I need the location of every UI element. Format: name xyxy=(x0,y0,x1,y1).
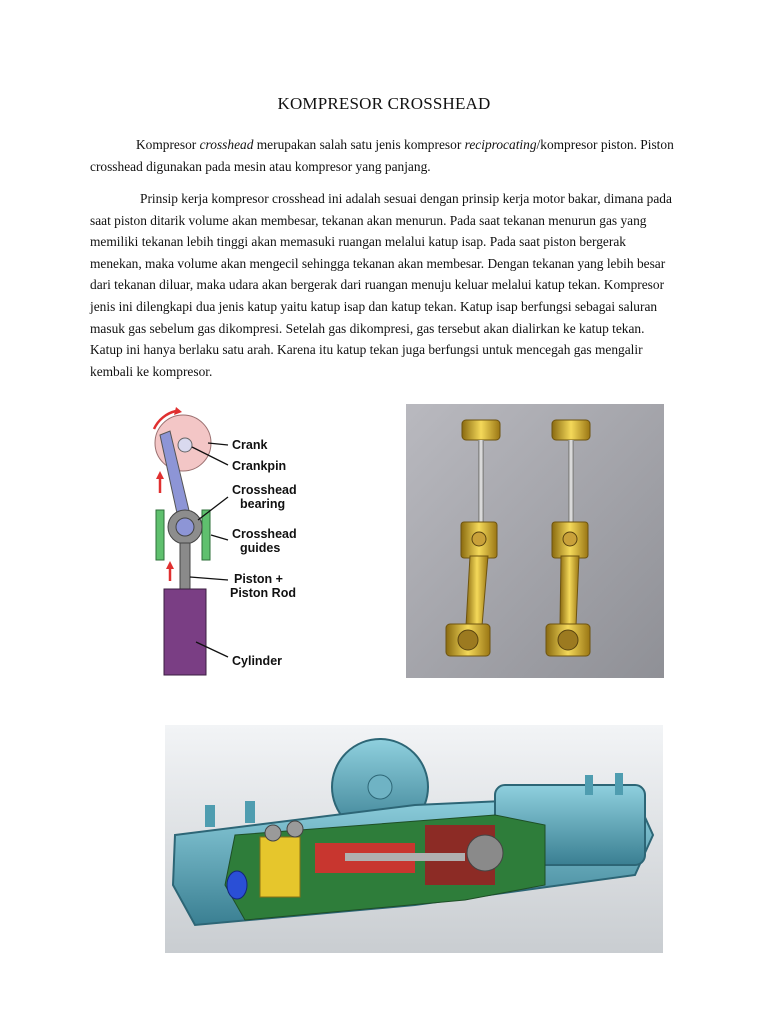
label-crank: Crank xyxy=(232,438,268,452)
paragraph-intro xyxy=(90,134,680,177)
guide-left xyxy=(156,510,164,560)
intro-italic-reciprocating: reciprocating xyxy=(464,137,537,152)
piston-rod xyxy=(180,543,190,591)
label-cylinder: Cylinder xyxy=(232,654,283,668)
compressor-cutaway-render xyxy=(165,725,663,953)
intro-italic-crosshead: crosshead xyxy=(199,137,254,152)
pointer-piston xyxy=(190,577,228,580)
crosshead-pin xyxy=(176,518,194,536)
intro-text-3: /kompresor piston. Piston crosshead digunakan pada mesin atau kompresor yang panjang. xyxy=(90,137,674,174)
motion-arrowhead-lower xyxy=(166,561,174,569)
motion-arrowhead-upper xyxy=(156,471,164,479)
label-crankpin: Crankpin xyxy=(232,459,287,473)
intro-text-1: Kompresor xyxy=(136,137,200,152)
label-piston-2: Piston Rod xyxy=(230,586,296,600)
guide-right xyxy=(202,510,210,560)
cylinder-shape xyxy=(164,589,206,675)
label-crosshead-bearing-1: Crosshead xyxy=(232,483,297,497)
page-title: KOMPRESOR CROSSHEAD xyxy=(277,94,491,113)
label-crosshead-guides-1: Crosshead xyxy=(232,527,297,541)
paragraph-principle xyxy=(90,188,680,382)
principle-text: Prinsip kerja kompresor crosshead ini adalah sesuai dengan prinsip kerja motor bakar, dimana pada saat piston ditarik volume akan membesar, tekanan akan menurun. Pada saat tekanan menurun gas yang memiliki tekanan lebih tinggi akan memasuki ruangan melalui katup isap. Pada saat piston bergerak menekan, maka volume akan mengecil sehingga tekanan akan membesar. Dengan tekanan yang lebih besar dari tekanan diluar, maka udara akan bergerak dari ruangan menuju keluar melalui katup tekan. Kompresor jenis ini dilengkapi dua jenis katup yaitu katup isap dan katup tekan. Katup isap berfungsi sebagai saluran masuk gas sebelum gas dikompresi. Setelah gas dikompresi, gas tersebut akan dialirkan ke katup tekan. Katup ini hanya berlaku satu arah. Karena itu katup tekan juga berfungsi untuk mencegah gas mengalir kembali ke kompresor. xyxy=(90,191,672,379)
label-crosshead-bearing-2: bearing xyxy=(240,497,286,511)
label-piston-1: Piston + xyxy=(234,572,283,586)
intro-text-2: merupakan salah satu jenis kompresor xyxy=(253,137,465,152)
pointer-guides xyxy=(211,535,228,540)
rotation-arrowhead xyxy=(174,407,182,415)
crosshead-connecting-rods-photo xyxy=(406,404,664,678)
pointer-bearing xyxy=(198,497,228,520)
crosshead-diagram xyxy=(140,405,320,685)
label-crosshead-guides-2: guides xyxy=(240,541,281,555)
crankpin-circle xyxy=(178,438,192,452)
